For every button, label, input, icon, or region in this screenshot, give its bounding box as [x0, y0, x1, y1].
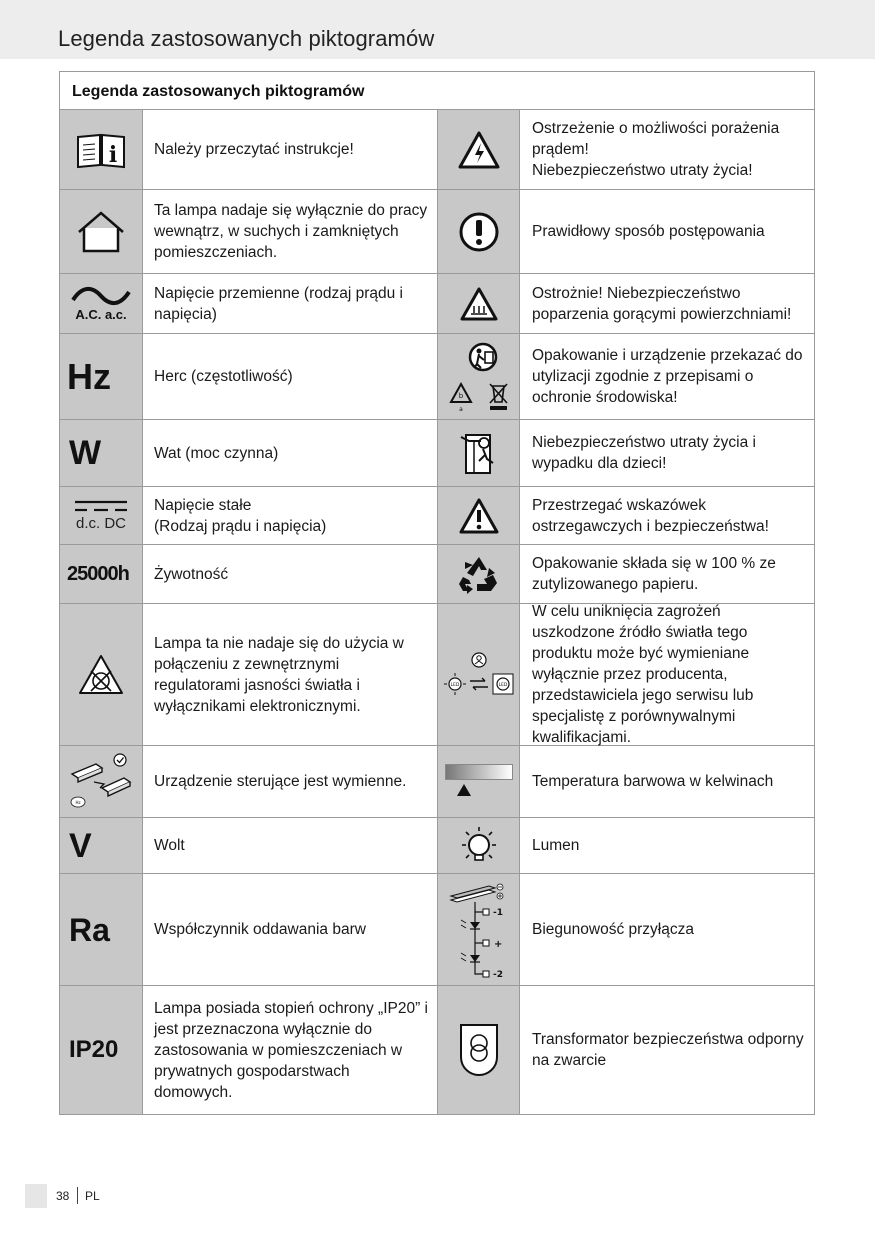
recycled-paper-icon: [437, 545, 520, 603]
legend-row: [60, 874, 814, 986]
safety-transformer-icon: [437, 986, 520, 1114]
page-title: Legenda zastosowanych piktogramów: [58, 26, 435, 51]
legend-text: Prawidłowy sposób postępowania: [532, 223, 765, 240]
recycling-disposal-icon: [437, 334, 520, 419]
legend-row: [60, 190, 814, 274]
legend-text: Wat (moc czynna): [154, 444, 279, 462]
ip-rating-symbol: [60, 986, 143, 1114]
color-temperature-icon: [437, 746, 520, 817]
volt-symbol: [60, 818, 143, 873]
legend-row: [60, 545, 814, 604]
direct-current-icon: [60, 487, 143, 544]
indoor-house-icon: [60, 190, 143, 273]
legend-text: Lampa posiada stopień ochrony „IP20” i jest przeznaczona wyłącznie do zastosowania w pomieszczeniach w prywatnych gospodarstwach domowych.: [154, 999, 428, 1101]
legend-heading: Legenda zastosowanych piktogramów: [60, 72, 814, 110]
svg-text:Hz: Hz: [75, 799, 81, 805]
hertz-symbol: [60, 334, 143, 419]
lifetime-symbol-label: 25000h: [67, 563, 129, 585]
svg-text:a: a: [458, 405, 463, 413]
exclamation-circle-icon: [437, 190, 520, 273]
legend-row: [60, 986, 814, 1114]
led-replacement-icon: [437, 604, 520, 745]
legend-row: [60, 746, 814, 818]
watt-symbol-label: W: [69, 434, 102, 472]
footer-marker: [25, 1184, 47, 1208]
child-danger-icon: [437, 420, 520, 486]
legend-text: Urządzenie sterujące jest wymienne.: [154, 773, 407, 790]
svg-text:b: b: [458, 391, 463, 400]
caution-triangle-icon: [437, 487, 520, 544]
polarity-diagram-icon: [437, 874, 520, 985]
lifetime-symbol: [60, 545, 143, 603]
watt-symbol: [60, 420, 143, 486]
legend-text: Wolt: [154, 837, 185, 854]
legend-text: Przestrzegać wskazówek ostrzegawczych i bezpieczeństwa!: [532, 496, 769, 535]
legend-row: [60, 420, 814, 487]
svg-text:LED: LED: [450, 682, 459, 688]
legend-row: [60, 274, 814, 334]
svg-text:i: i: [108, 141, 118, 168]
hertz-symbol-label: Hz: [67, 355, 111, 397]
language-code: PL: [85, 1189, 100, 1203]
legend-text: Ta lampa nadaje się wyłącznie do pracy wewnątrz, w suchych i zamkniętych pomieszczeniach.: [154, 202, 428, 261]
lumen-bulb-icon: [437, 818, 520, 873]
legend-text: Lumen: [532, 837, 580, 854]
legend-text: Herc (częstotliwość): [154, 368, 293, 385]
legend-row: [60, 818, 814, 874]
legend-text: Współczynnik oddawania barw: [154, 921, 366, 938]
color-rendering-symbol: [60, 874, 143, 985]
footer-divider: [77, 1187, 78, 1204]
electric-shock-warning-icon: [437, 110, 520, 189]
legend-row: [60, 487, 814, 545]
legend-text: Opakowanie i urządzenie przekazać do utylizacji zgodnie z przepisami o ochronie środowiska!: [532, 347, 803, 406]
legend-row: [60, 110, 814, 190]
read-instructions-icon: [60, 110, 143, 189]
legend-text: Transformator bezpieczeństwa odporny na zwarcie: [532, 1031, 804, 1069]
legend-text: Niebezpieczeństwo utraty życia i wypadku dla dzieci!: [532, 434, 756, 472]
polarity-label: -2: [492, 969, 503, 978]
color-temperature-gradient-bar: [445, 764, 513, 780]
legend-row: [60, 334, 814, 420]
ac-symbol-label: A.C. a.c.: [75, 306, 127, 322]
polarity-label: +: [493, 938, 502, 950]
legend-text: Lampa ta nie nadaje się do użycia w połączeniu z zewnętrznymi regulatorami jasności światła i wyłącznikami elektronicznymi.: [154, 634, 404, 715]
pictogram-legend-table: [59, 71, 815, 1115]
legend-text: Napięcie stałe (Rodzaj prądu i napięcia): [154, 496, 327, 535]
dc-symbol-label: d.c. DC: [75, 515, 126, 532]
legend-text: W celu uniknięcia zagrożeń uszkodzone źródło światła tego produktu może być wymieniane wyłącznie przez producenta, przedstawiciela jego serwisu lub specjalistę z porównywalnymi kwalifikacjami.: [532, 603, 754, 746]
color-temperature-pointer: [446, 780, 512, 800]
legend-text: Należy przeczytać instrukcje!: [154, 141, 354, 158]
replaceable-driver-icon: [60, 746, 143, 817]
color-rendering-symbol-label: Ra: [69, 911, 110, 948]
svg-text:LED: LED: [498, 682, 507, 688]
polarity-label: -1: [492, 907, 503, 918]
legend-text: Żywotność: [154, 565, 229, 583]
legend-text: Ostrożnie! Niebezpieczeństwo poparzenia gorącymi powierzchniami!: [532, 284, 792, 323]
legend-text: Biegunowość przyłącza: [532, 921, 694, 938]
no-dimmer-icon: [60, 604, 143, 745]
legend-text: Ostrzeżenie o możliwości porażenia prądem! Niebezpieczeństwo utraty życia!: [532, 120, 780, 179]
hot-surface-warning-icon: [437, 274, 520, 333]
alternating-current-icon: [60, 274, 143, 333]
legend-text: Temperatura barwowa w kelwinach: [532, 773, 774, 790]
legend-text: Napięcie przemienne (rodzaj prądu i napięcia): [154, 284, 403, 323]
page-number: 38: [56, 1189, 70, 1203]
volt-symbol-label: V: [69, 826, 92, 865]
legend-text: Opakowanie składa się w 100 % ze zutylizowanego papieru.: [532, 555, 776, 593]
legend-row: [60, 604, 814, 746]
ip-rating-symbol-label: IP20: [69, 1036, 119, 1063]
